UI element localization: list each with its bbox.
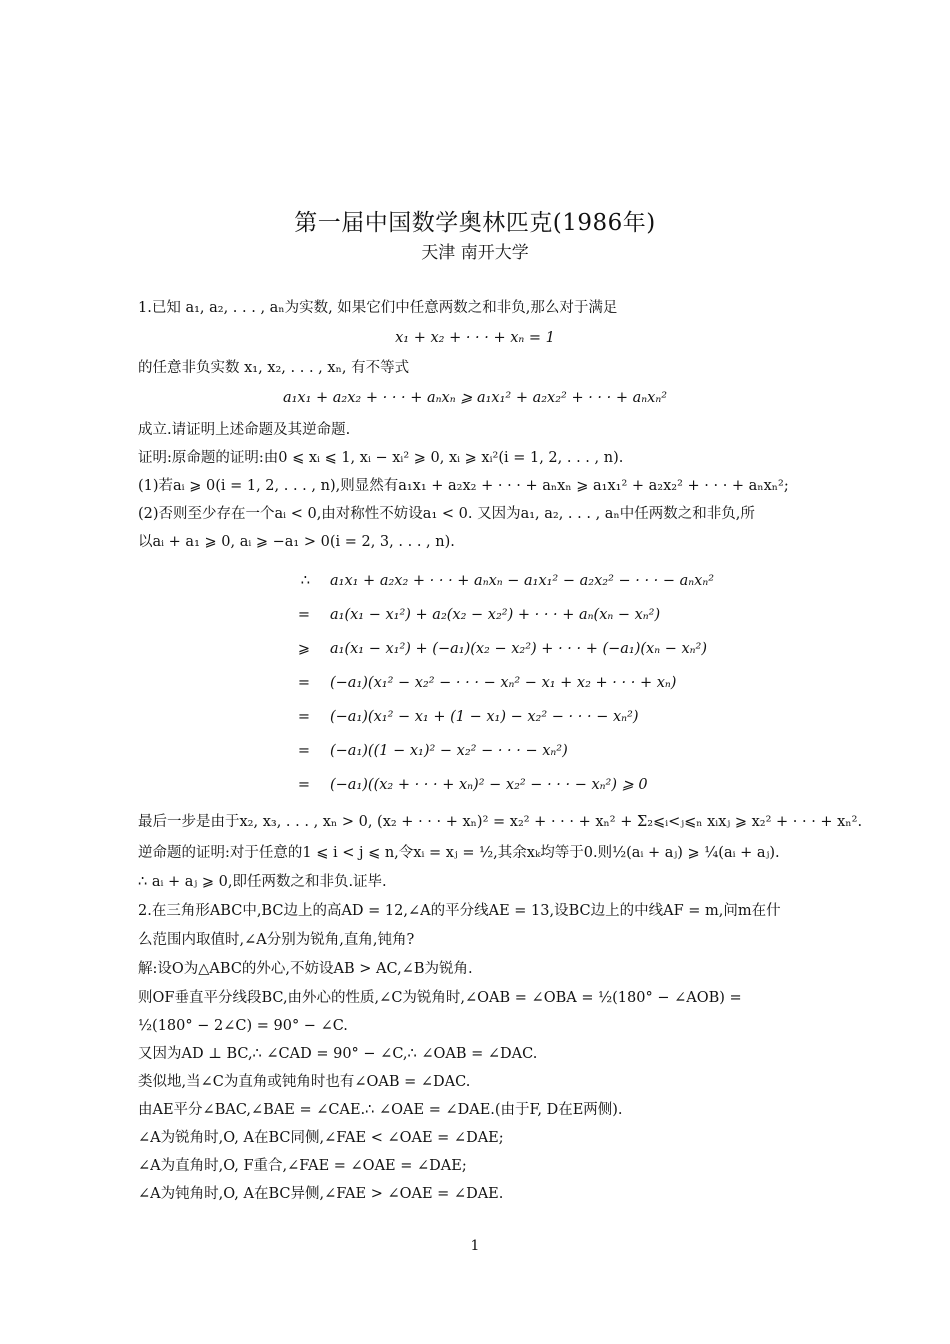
page-title: 第一届中国数学奥林匹克(1986年): [294, 210, 656, 236]
solution-line: ∠A为直角时,O, F重合,∠FAE = ∠OAE = ∠DAE;: [138, 1158, 467, 1174]
derivation-symbol: =: [297, 743, 310, 759]
derivation-symbol: =: [297, 709, 310, 725]
derivation-expression: a₁x₁ + a₂x₂ + · · · + aₙxₙ − a₁x₁² − a₂x₂² − · · · − aₙxₙ²: [330, 573, 715, 589]
proof-intro: 证明:原命题的证明:由0 ⩽ xᵢ ⩽ 1, xᵢ − xᵢ² ⩾ 0, xᵢ ⩾ xᵢ²(i = 1, 2, . . . , n).: [138, 450, 624, 466]
solution-line: 由AE平分∠BAC,∠BAE = ∠CAE.∴ ∠OAE = ∠DAE.(由于F, D在E两侧).: [138, 1102, 623, 1118]
proof-case-1: (1)若aᵢ ⩾ 0(i = 1, 2, . . . , n),则显然有a₁x₁ + a₂x₂ + · · · + aₙxₙ ⩾ a₁x₁² + a₂x₂² + · · · + aₙxₙ²;: [138, 478, 789, 494]
problem1-constraint-equation: x₁ + x₂ + · · · + xₙ = 1: [395, 330, 555, 346]
derivation-expression: a₁(x₁ − x₁²) + a₂(x₂ − x₂²) + · · · + aₙ(xₙ − xₙ²): [330, 607, 661, 623]
problem2-statement: 2.在三角形ABC中,BC边上的高AD = 12,∠A的平分线AE = 13,设BC边上的中线AF = m,问m在什: [138, 903, 781, 919]
proof-case-2-cont: 以aᵢ + a₁ ⩾ 0, aᵢ ⩾ −a₁ > 0(i = 2, 3, . . . , n).: [138, 534, 455, 550]
problem1-statement-end: 成立.请证明上述命题及其逆命题.: [138, 422, 351, 438]
derivation-expression: (−a₁)((1 − x₁)² − x₂² − · · · − xₙ²): [330, 743, 568, 759]
problem1-statement-cont: 的任意非负实数 x₁, x₂, . . . , xₙ, 有不等式: [138, 360, 410, 376]
converse-proof: 逆命题的证明:对于任意的1 ⩽ i < j ⩽ n,令xᵢ = xⱼ = ½,其余xₖ均等于0.则½(aᵢ + aⱼ) ⩾ ¼(aᵢ + aⱼ).: [138, 845, 780, 861]
solution-line: ∠A为锐角时,O, A在BC同侧,∠FAE < ∠OAE = ∠DAE;: [138, 1130, 504, 1146]
solution-line: 则OF垂直平分线段BC,由外心的性质,∠C为锐角时,∠OAB = ∠OBA = ½(180° − ∠AOB) =: [138, 990, 742, 1006]
derivation-symbol: ∴: [300, 573, 310, 589]
problem1-inequality: a₁x₁ + a₂x₂ + · · · + aₙxₙ ⩾ a₁x₁² + a₂x₂² + · · · + aₙxₙ²: [282, 390, 668, 406]
derivation-symbol: =: [297, 675, 310, 691]
problem2-statement-cont: 么范围内取值时,∠A分别为锐角,直角,钝角?: [138, 932, 415, 948]
derivation-symbol: =: [297, 607, 310, 623]
page-subtitle: 天津 南开大学: [421, 243, 529, 263]
solution-line: 类似地,当∠C为直角或钝角时也有∠OAB = ∠DAC.: [138, 1074, 471, 1090]
derivation-expression: (−a₁)(x₁² − x₁ + (1 − x₁) − x₂² − · · · − xₙ²): [330, 709, 639, 725]
solution-line: ½(180° − 2∠C) = 90° − ∠C.: [138, 1018, 348, 1034]
derivation-expression: a₁(x₁ − x₁²) + (−a₁)(x₂ − x₂²) + · · · + (−a₁)(xₙ − xₙ²): [330, 641, 707, 657]
proof-last-step: 最后一步是由于x₂, x₃, . . . , xₙ > 0, (x₂ + · · · + xₙ)² = x₂² + · · · + xₙ² + Σ₂⩽ᵢ<ⱼ⩽ₙ xᵢxⱼ ⩾ x₂² + · · · + xₙ².: [138, 814, 863, 830]
proof-case-2: (2)否则至少存在一个aᵢ < 0,由对称性不妨设a₁ < 0. 又因为a₁, a₂, . . . , aₙ中任两数之和非负,所: [138, 506, 755, 522]
proof-conclusion: ∴ aᵢ + aⱼ ⩾ 0,即任两数之和非负.证毕.: [138, 874, 387, 890]
derivation-symbol: =: [297, 777, 310, 793]
problem1-statement: 1.已知 a₁, a₂, . . . , aₙ为实数, 如果它们中任意两数之和非负,那么对于满足: [138, 300, 618, 316]
derivation-expression: (−a₁)(x₁² − x₂² − · · · − xₙ² − x₁ + x₂ + · · · + xₙ): [330, 675, 677, 691]
page-number: 1: [470, 1238, 480, 1254]
derivation-expression: (−a₁)((x₂ + · · · + xₙ)² − x₂² − · · · − xₙ²) ⩾ 0: [330, 777, 648, 793]
derivation-symbol: ⩾: [297, 641, 310, 657]
solution-line: 解:设O为△ABC的外心,不妨设AB > AC,∠B为锐角.: [138, 961, 473, 977]
solution-line: ∠A为钝角时,O, A在BC异侧,∠FAE > ∠OAE = ∠DAE.: [138, 1186, 504, 1202]
solution-line: 又因为AD ⊥ BC,∴ ∠CAD = 90° − ∠C,∴ ∠OAB = ∠DAC.: [138, 1046, 538, 1062]
